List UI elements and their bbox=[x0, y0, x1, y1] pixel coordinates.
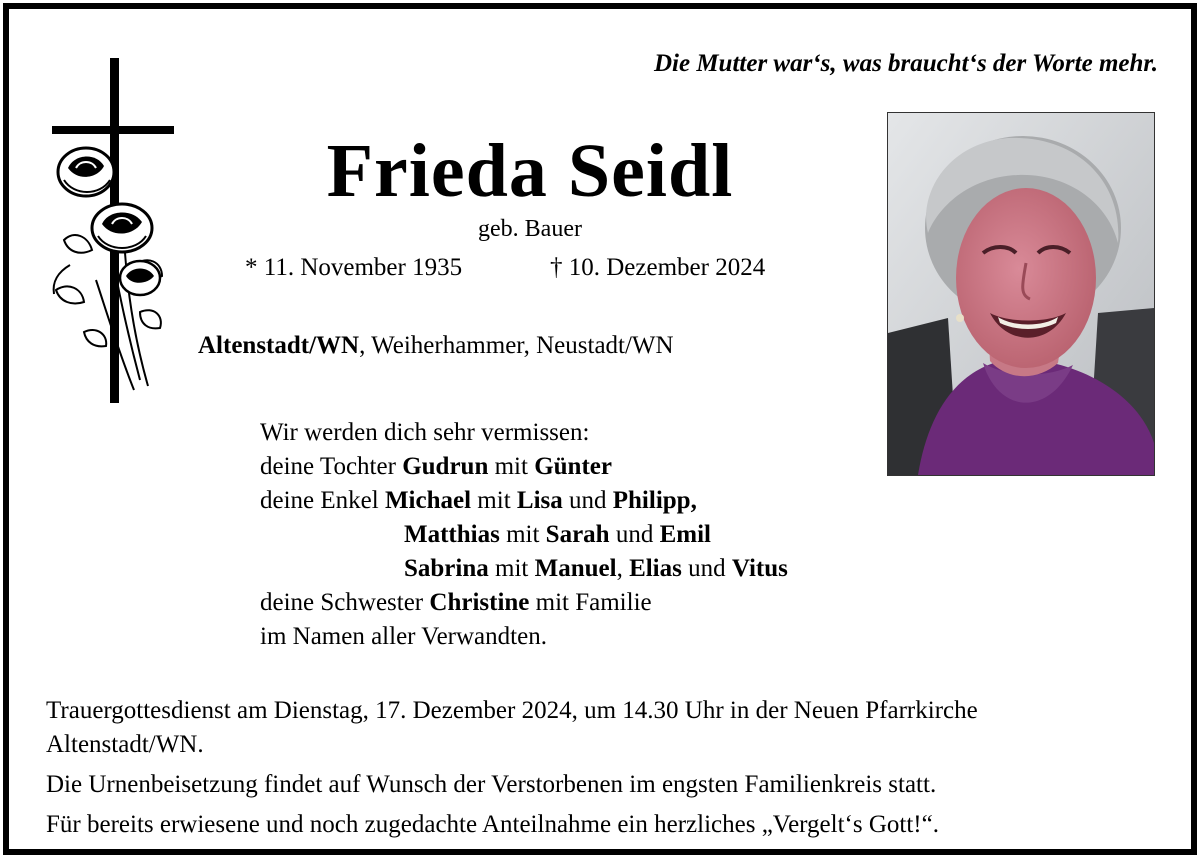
deceased-name: Frieda Seidl bbox=[326, 129, 734, 213]
label: mit bbox=[488, 453, 535, 480]
mourner-name: Sarah bbox=[545, 521, 610, 548]
mourner-name: Sabrina bbox=[404, 555, 489, 582]
label: mit Familie bbox=[529, 589, 652, 616]
birth-name: geb. Bauer bbox=[478, 216, 582, 242]
mourner-grandchildren-1 bbox=[260, 484, 788, 518]
mourner-name: Günter bbox=[534, 453, 612, 480]
urn-burial-note: Die Urnenbeisetzung findet auf Wunsch der Verstorbenen im engsten Familienkreis statt. bbox=[46, 771, 937, 798]
portrait-photo bbox=[887, 112, 1155, 476]
mourner-name: Philipp bbox=[612, 487, 691, 514]
service-info bbox=[46, 694, 978, 842]
mourner-name: Lisa bbox=[516, 487, 563, 514]
mourner-name: Matthias bbox=[404, 521, 500, 548]
mourner-name: Manuel bbox=[534, 555, 617, 582]
mourner-name: Emil bbox=[659, 521, 711, 548]
places-line bbox=[198, 332, 674, 360]
motto: Die Mutter war‘s, was braucht‘s der Worte mehr. bbox=[653, 50, 1158, 77]
label: und bbox=[681, 555, 732, 582]
label: deine Tochter bbox=[260, 453, 403, 480]
mourners-block bbox=[260, 416, 788, 654]
service-line-1: Trauergottesdienst am Dienstag, 17. Dezember 2024, um 14.30 Uhr in der Neuen Pfarrkirche bbox=[46, 697, 978, 724]
portrait-illustration bbox=[888, 113, 1154, 475]
label: deine Enkel bbox=[260, 487, 385, 514]
mourners-intro: Wir werden dich sehr vermissen: bbox=[260, 419, 590, 446]
mourners-closing: im Namen aller Verwandten. bbox=[260, 623, 547, 650]
birth-date: * 11. November 1935 bbox=[245, 254, 463, 281]
label: deine Schwester bbox=[260, 589, 430, 616]
label: mit bbox=[471, 487, 517, 514]
service-line-2: Altenstadt/WN. bbox=[46, 731, 204, 758]
mourner-name: Elias bbox=[629, 555, 682, 582]
mourner-name: Michael bbox=[384, 487, 472, 514]
mourner-grandchildren-2 bbox=[260, 518, 788, 552]
label: mit bbox=[499, 521, 546, 548]
mourner-name: Gudrun bbox=[402, 453, 489, 480]
label: und bbox=[562, 487, 613, 514]
death-date: † 10. Dezember 2024 bbox=[550, 254, 766, 281]
mourner-name: Vitus bbox=[731, 555, 788, 582]
place-others: , Weiherhammer, Neustadt/WN bbox=[359, 332, 674, 359]
mourner-grandchildren-3 bbox=[260, 552, 788, 586]
mourner-daughter bbox=[260, 450, 788, 484]
label: , bbox=[690, 487, 697, 514]
place-primary: Altenstadt/WN bbox=[198, 332, 360, 359]
cross-with-roses-icon bbox=[44, 50, 179, 406]
mourner-sister bbox=[260, 586, 788, 620]
label: und bbox=[609, 521, 660, 548]
label: , bbox=[616, 555, 630, 582]
label: mit bbox=[488, 555, 535, 582]
mourner-name: Christine bbox=[429, 589, 530, 616]
thanks-note: Für bereits erwiesene und noch zugedachte Anteilnahme ein herzliches „Vergelt‘s Gott!“. bbox=[46, 811, 939, 838]
